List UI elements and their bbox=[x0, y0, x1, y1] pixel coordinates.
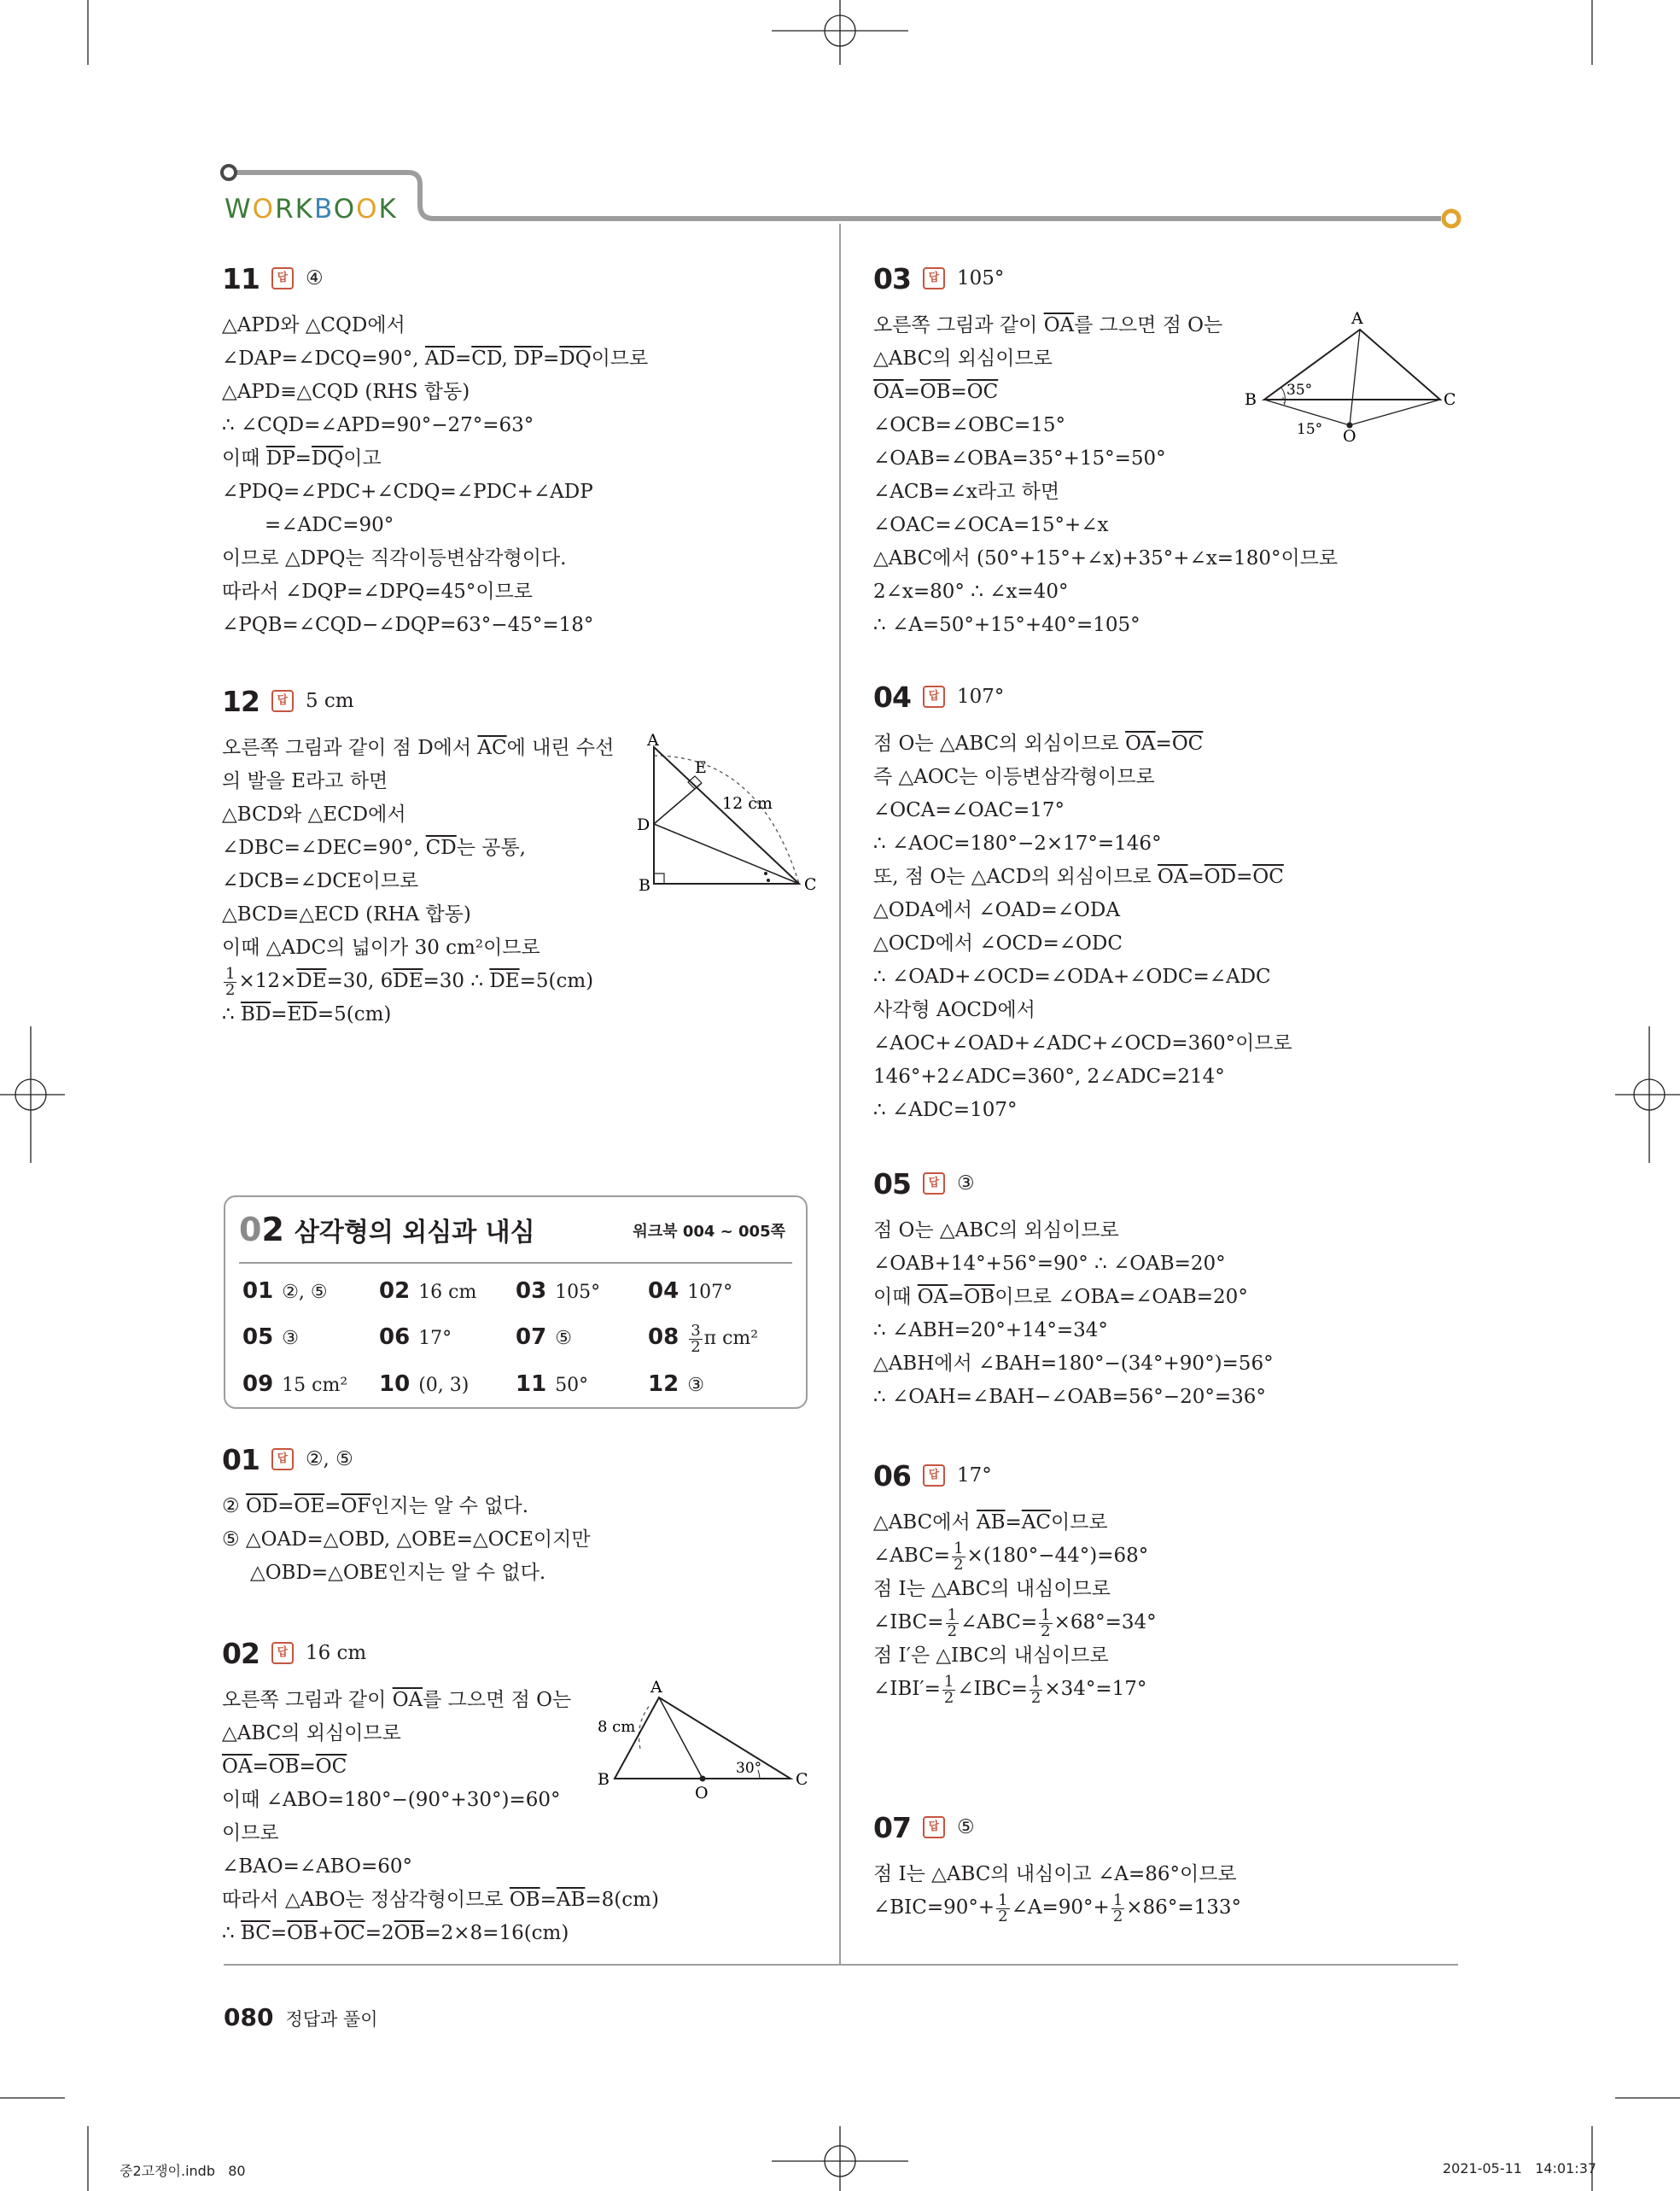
workbook-page-ref: 워크북 004 ~ 005쪽 bbox=[633, 1223, 785, 1241]
solution-line: 점 O는 △ABC의 외심이므로 bbox=[873, 1219, 1119, 1242]
solution-line: ∠PDQ=∠PDC+∠CDQ=∠PDC+∠ADP bbox=[222, 481, 593, 503]
overline-segment: $\overline{OA}$ bbox=[1043, 314, 1075, 336]
solution-body bbox=[222, 309, 820, 642]
overline-segment: $\overline{AC}$ bbox=[477, 737, 507, 759]
workbook-letter: R bbox=[275, 194, 295, 225]
overline-segment: $\overline{OE}$ bbox=[294, 1495, 325, 1517]
solution-line: ∠DCB=∠DCE이므로 bbox=[222, 870, 419, 892]
solution-line: $\overline{OA}=\overline{OB}=\overline{OC}$ bbox=[222, 1756, 347, 1778]
figure-label: E bbox=[695, 758, 707, 777]
solution-line: ∴ ∠AOC=180°−2×17°=146° bbox=[873, 833, 1162, 855]
question-number: 01 bbox=[222, 1442, 260, 1476]
question-number: 05 bbox=[873, 1166, 911, 1201]
figure-label: 12 cm bbox=[722, 794, 773, 813]
overline-segment: $\overline{CD}$ bbox=[471, 348, 502, 370]
figure-label: C bbox=[804, 875, 817, 894]
solution-line: 또, 점 O는 △ACD의 외심이므로 $\overline{OA}=\overline{OD}=\overline{OC}$ bbox=[873, 866, 1284, 888]
answer-badge-icon: 답 bbox=[923, 1464, 945, 1487]
solution-body bbox=[873, 727, 1471, 1127]
overline-segment: $\overline{DE}$ bbox=[296, 970, 327, 992]
solution-line: ∴ ∠CQD=∠APD=90°−27°=63° bbox=[222, 414, 534, 436]
unit-number: 02 bbox=[239, 1211, 284, 1248]
solution-line: 이므로 bbox=[222, 1822, 279, 1844]
solution-body bbox=[873, 1506, 1471, 1706]
solution-line: ∴ ∠ADC=107° bbox=[873, 1099, 1018, 1121]
solution-line: 점 I′은 △IBC의 내심이므로 bbox=[873, 1645, 1109, 1667]
figure-label: B bbox=[598, 1770, 610, 1789]
question-number: 11 bbox=[222, 261, 260, 295]
solution-line: ∠ACB=∠x라고 하면 bbox=[873, 481, 1060, 503]
overline-segment: $\overline{OB}$ bbox=[964, 1286, 995, 1308]
unit-title: 삼각형의 외심과 내심 bbox=[294, 1218, 535, 1247]
figure-label: O bbox=[1343, 427, 1356, 446]
overline-segment: $\overline{DE}$ bbox=[393, 970, 423, 992]
answer-badge-icon: 답 bbox=[923, 686, 945, 708]
figure-label: 35° bbox=[1286, 382, 1313, 399]
overline-segment: $\overline{OA}$ bbox=[1158, 866, 1188, 888]
summary-answer: 02 16 cm bbox=[379, 1278, 477, 1304]
overline-segment: $\overline{OB}$ bbox=[268, 1756, 300, 1778]
solution-line: ∠BIC=90°+ $\frac{1}{2}$ ∠A=90°+ $\frac{1}{2}$ ×86°=133° bbox=[873, 1890, 1241, 1925]
answer-value: ③ bbox=[956, 1172, 975, 1195]
summary-answer: 03 105° bbox=[516, 1278, 601, 1304]
overline-segment: $\overline{OB}$ bbox=[509, 1889, 540, 1911]
answer-value: ②, ⑤ bbox=[305, 1448, 353, 1470]
workbook-letter: K bbox=[378, 194, 398, 225]
question-number: 04 bbox=[873, 680, 911, 714]
overline-segment: $\overline{OA}$ bbox=[222, 1756, 253, 1778]
page-number: 080 bbox=[224, 2003, 274, 2031]
question-number: 06 bbox=[873, 1458, 911, 1493]
overline-segment: $\overline{BD}$ bbox=[240, 1003, 271, 1025]
solution-line: 오른쪽 그림과 같이 $\overline{OA}$를 그으면 점 O는 bbox=[873, 314, 1223, 336]
overline-segment: $\overline{DQ}$ bbox=[311, 447, 344, 470]
figure-label: A bbox=[1351, 309, 1363, 328]
footer-rule bbox=[224, 1964, 1458, 1966]
figure-label: C bbox=[796, 1770, 808, 1789]
solution-line: ∠PQB=∠CQD−∠DQP=63°−45°=18° bbox=[222, 614, 594, 636]
solution-line: ∠DAP=∠DCQ=90°, $\overline{AD}=\overline{CD}$, $\overline{DP}=\overline{DQ}$이므로 bbox=[222, 348, 649, 370]
solution-line: 이때 $\overline{OA}=\overline{OB}$이므로 ∠OBA=∠OAB=20° bbox=[873, 1286, 1248, 1308]
solution-06 bbox=[873, 1453, 1471, 1706]
solution-line: 이므로 △DPQ는 직각이등변삼각형이다. bbox=[222, 547, 567, 570]
solution-line: △ABC의 외심이므로 bbox=[873, 348, 1053, 370]
figure-label: B bbox=[639, 876, 650, 895]
solution-line: ∠ABC= $\frac{1}{2}$ ×(180°−44°)=68° bbox=[873, 1539, 1149, 1574]
fraction: $\frac{1}{2}$ bbox=[1041, 1605, 1051, 1640]
solution-line: ∠OCA=∠OAC=17° bbox=[873, 799, 1065, 821]
solution-line: ② $\overline{OD}=\overline{OE}=\overline{OF}$인지는 알 수 없다. bbox=[222, 1495, 529, 1517]
overline-segment: $\overline{ED}$ bbox=[287, 1003, 318, 1025]
overline-segment: $\overline{DE}$ bbox=[489, 970, 520, 992]
solution-line: 즉 △AOC는 이등변삼각형이므로 bbox=[873, 766, 1155, 788]
solution-line: △BCD≡△ECD (RHA 합동) bbox=[222, 903, 471, 926]
solution-line: 오른쪽 그림과 같이 점 D에서 $\overline{AC}$에 내린 수선 bbox=[222, 737, 615, 759]
overline-segment: $\overline{OA}$ bbox=[392, 1689, 423, 1711]
question-number: 03 bbox=[873, 261, 911, 295]
solution-line: △ABC에서 $\overline{AB}=\overline{AC}$이므로 bbox=[873, 1511, 1108, 1534]
overline-segment: $\overline{OC}$ bbox=[334, 1922, 365, 1944]
answer-value: ⑤ bbox=[956, 1816, 975, 1838]
answer-badge-icon: 답 bbox=[271, 1642, 294, 1664]
solution-line: ∠OAC=∠OCA=15°+∠x bbox=[873, 514, 1109, 536]
summary-answer: 09 15 cm² bbox=[242, 1370, 348, 1397]
overline-segment: $\overline{OD}$ bbox=[245, 1495, 278, 1517]
answer-value: 17° bbox=[956, 1464, 992, 1487]
answer-value: 5 cm bbox=[305, 690, 354, 712]
overline-segment: $\overline{OF}$ bbox=[341, 1495, 371, 1517]
column-divider bbox=[839, 224, 841, 1964]
fraction: $\frac{1}{2}$ bbox=[1030, 1672, 1041, 1707]
figure-label: A bbox=[650, 1678, 662, 1697]
solution-05 bbox=[873, 1161, 1471, 1414]
summary-answer: 12 ③ bbox=[648, 1370, 704, 1397]
fraction: $\frac{1}{2}$ bbox=[954, 1539, 964, 1574]
solution-line: 따라서 △ABO는 정삼각형이므로 $\overline{OB}=\overline{AB}=8(cm)$ bbox=[222, 1889, 659, 1911]
summary-answer: 05 ③ bbox=[242, 1324, 299, 1350]
overline-segment: $\overline{OA}$ bbox=[873, 381, 904, 403]
answer-badge-icon: 답 bbox=[923, 267, 945, 289]
solution-line: ∠AOC+∠OAD+∠ADC+∠OCD=360°이므로 bbox=[873, 1032, 1292, 1055]
fraction: $\frac{3}{2}$ bbox=[691, 1321, 701, 1356]
solution-line: 오른쪽 그림과 같이 $\overline{OA}$를 그으면 점 O는 bbox=[222, 1689, 572, 1711]
solution-line: =∠ADC=90° bbox=[265, 514, 394, 536]
summary-answer: 11 50° bbox=[516, 1370, 589, 1397]
figure-label: O bbox=[695, 1784, 709, 1802]
page-title: 정답과 풀이 bbox=[285, 2009, 378, 2030]
overline-segment: $\overline{OC}$ bbox=[1171, 733, 1204, 755]
workbook-letter: O bbox=[333, 194, 357, 225]
answer-badge-icon: 답 bbox=[271, 690, 294, 712]
solution-line: ∴ ∠OAD+∠OCD=∠ODA+∠ODC=∠ADC bbox=[873, 966, 1271, 988]
overline-segment: $\overline{AB}$ bbox=[556, 1889, 586, 1911]
solution-01 bbox=[222, 1437, 820, 1590]
workbook-letter: O bbox=[252, 194, 276, 225]
solution-line: ∠IBC= $\frac{1}{2}$ ∠ABC= $\frac{1}{2}$ ×68°=34° bbox=[873, 1605, 1157, 1640]
solution-line: △ABC의 외심이므로 bbox=[222, 1722, 401, 1744]
solution-line: ∴ $\overline{BC}=\overline{OB}+\overline{OC}=2\overline{OB}=2\times 8=16(cm)$ bbox=[222, 1922, 569, 1944]
overline-segment: $\overline{DQ}$ bbox=[559, 348, 592, 370]
answer-summary-box bbox=[224, 1195, 808, 1409]
figure-q12 bbox=[623, 730, 817, 901]
answer-badge-icon: 답 bbox=[923, 1816, 945, 1838]
solution-line: 따라서 ∠DQP=∠DPQ=45°이므로 bbox=[222, 581, 534, 603]
overline-segment: $\overline{OB}$ bbox=[287, 1922, 318, 1944]
fraction: $\frac{1}{2}$ bbox=[943, 1672, 954, 1707]
page-footer bbox=[224, 2003, 378, 2031]
overline-segment: $\overline{AB}$ bbox=[976, 1511, 1006, 1534]
figure-label: 8 cm bbox=[598, 1718, 636, 1736]
overline-segment: $\overline{OB}$ bbox=[394, 1922, 425, 1944]
solution-line: 이때 ∠ABO=180°−(90°+30°)=60° bbox=[222, 1789, 561, 1811]
solution-line: ∠OAB+14°+56°=90° ∴ ∠OAB=20° bbox=[873, 1253, 1226, 1275]
workbook-letter: K bbox=[295, 194, 314, 225]
solution-line: ∠OCB=∠OBC=15° bbox=[873, 414, 1065, 436]
solution-line: ∠BAO=∠ABO=60° bbox=[222, 1855, 413, 1878]
overline-segment: $\overline{DP}$ bbox=[265, 447, 295, 470]
fraction: $\frac{1}{2}$ bbox=[998, 1890, 1008, 1925]
workbook-letter: B bbox=[313, 194, 334, 225]
overline-segment: $\overline{AD}$ bbox=[424, 348, 455, 370]
figure-q03 bbox=[1242, 309, 1464, 446]
summary-answer: 07 ⑤ bbox=[516, 1324, 572, 1350]
overline-segment: $\overline{DP}$ bbox=[514, 348, 544, 370]
question-number: 07 bbox=[873, 1810, 911, 1844]
solution-line: 점 I는 △ABC의 내심이므로 bbox=[873, 1578, 1111, 1600]
figure-label: B bbox=[1245, 390, 1257, 409]
figure-q02 bbox=[589, 1680, 820, 1800]
solution-07 bbox=[873, 1805, 1471, 1925]
solution-line: ∠OAB=∠OBA=35°+15°=50° bbox=[873, 447, 1166, 470]
overline-segment: $\overline{OC}$ bbox=[1252, 866, 1284, 888]
solution-line: 사각형 AOCD에서 bbox=[873, 999, 1035, 1021]
print-timestamp: 2021-05-11 14:01:37 bbox=[1443, 2160, 1597, 2176]
solution-11 bbox=[222, 256, 820, 642]
solution-line: △BCD와 △ECD에서 bbox=[222, 803, 406, 826]
solution-line: 146°+2∠ADC=360°, 2∠ADC=214° bbox=[873, 1066, 1225, 1088]
solution-line: △ABH에서 ∠BAH=180°−(34°+90°)=56° bbox=[873, 1353, 1274, 1375]
overline-segment: $\overline{OA}$ bbox=[1125, 733, 1156, 755]
solution-line: 점 O는 △ABC의 외심이므로 $\overline{OA}=\overline{OC}$ bbox=[873, 733, 1204, 755]
figure-label: 15° bbox=[1297, 421, 1323, 438]
summary-answer-grid bbox=[242, 1276, 789, 1401]
answer-badge-icon: 답 bbox=[923, 1172, 945, 1195]
solution-line: ∴ $\overline{BD}=\overline{ED}=5(cm)$ bbox=[222, 1003, 392, 1025]
summary-divider bbox=[239, 1262, 792, 1264]
question-number: 12 bbox=[222, 684, 260, 718]
solution-line: △OBD=△OBE인지는 알 수 없다. bbox=[250, 1562, 546, 1584]
solution-line: △APD와 △CQD에서 bbox=[222, 314, 405, 336]
figure-label: D bbox=[637, 815, 650, 834]
fraction: $\frac{1}{2}$ bbox=[947, 1605, 958, 1640]
solution-line: 이때 △ADC의 넓이가 30 cm²이므로 bbox=[222, 937, 540, 959]
figure-label: A bbox=[647, 731, 659, 750]
solution-body bbox=[873, 1858, 1471, 1925]
fraction: $\frac{1}{2}$ bbox=[1112, 1890, 1123, 1925]
solution-line: ∠IBI′= $\frac{1}{2}$ ∠IBC= $\frac{1}{2}$ ×34°=17° bbox=[873, 1672, 1147, 1707]
summary-answer: 04 107° bbox=[648, 1278, 733, 1304]
figure-label: 30° bbox=[736, 1760, 762, 1777]
answer-value: 16 cm bbox=[305, 1642, 367, 1664]
solution-line: ∴ ∠OAH=∠BAH−∠OAB=56°−20°=36° bbox=[873, 1386, 1266, 1408]
overline-segment: $\overline{CD}$ bbox=[425, 837, 457, 859]
summary-answer: 08 $\frac{3}{2}$ π cm² bbox=[648, 1321, 759, 1356]
figure-label: C bbox=[1444, 390, 1456, 409]
solution-line: 이때 $\overline{DP}=\overline{DQ}$이고 bbox=[222, 447, 382, 470]
solution-line: △ABC에서 (50°+15°+∠x)+35°+∠x=180°이므로 bbox=[873, 547, 1339, 570]
overline-segment: $\overline{OD}$ bbox=[1204, 866, 1237, 888]
answer-badge-icon: 답 bbox=[271, 1448, 294, 1470]
solution-line: $\frac{1}{2}$ $\times 12\times\overline{DE}=30$, $6\overline{DE}=30$ ∴ $\overline{DE}=5(cm)$ bbox=[225, 964, 594, 999]
answer-badge-icon: 답 bbox=[271, 267, 294, 289]
answer-value: 107° bbox=[956, 686, 1005, 708]
overline-segment: $\overline{OC}$ bbox=[315, 1756, 347, 1778]
overline-segment: $\overline{AC}$ bbox=[1021, 1511, 1051, 1534]
solution-line: ∴ ∠ABH=20°+14°=34° bbox=[873, 1319, 1108, 1341]
solution-body bbox=[222, 1490, 820, 1590]
question-number: 02 bbox=[222, 1636, 260, 1670]
solution-line: $\overline{OA}=\overline{OB}=\overline{OC}$ bbox=[873, 381, 999, 403]
solution-line: ∴ ∠A=50°+15°+40°=105° bbox=[873, 614, 1140, 636]
overline-segment: $\overline{OB}$ bbox=[919, 381, 951, 403]
solution-04 bbox=[873, 675, 1471, 1127]
workbook-logo bbox=[225, 194, 398, 225]
workbook-letter: O bbox=[356, 194, 379, 225]
fraction: $\frac{1}{2}$ bbox=[225, 964, 236, 999]
solution-line: △APD≡△CQD (RHS 합동) bbox=[222, 381, 470, 403]
solution-line: △OCD에서 ∠OCD=∠ODC bbox=[873, 932, 1123, 955]
solution-line: 점 I는 △ABC의 내심이고 ∠A=86°이므로 bbox=[873, 1863, 1237, 1885]
solution-line: ∠DBC=∠DEC=90°, $\overline{CD}$는 공통, bbox=[222, 837, 526, 859]
solution-line: ⑤ △OAD=△OBD, △OBE=△OCE이지만 bbox=[222, 1528, 591, 1551]
overline-segment: $\overline{OC}$ bbox=[966, 381, 999, 403]
file-name: 중2고쟁이.indb 80 bbox=[120, 2163, 246, 2179]
solution-line: △ODA에서 ∠OAD=∠ODA bbox=[873, 899, 1120, 921]
answer-value: ④ bbox=[305, 267, 324, 289]
solution-line: 의 발을 E라고 하면 bbox=[222, 770, 388, 792]
overline-segment: $\overline{OA}$ bbox=[917, 1286, 948, 1308]
solution-line: 2∠x=80° ∴ ∠x=40° bbox=[873, 581, 1069, 603]
answer-value: 105° bbox=[956, 267, 1005, 289]
workbook-letter: W bbox=[225, 194, 253, 225]
summary-answer: 06 17° bbox=[379, 1324, 452, 1350]
summary-answer: 10 (0, 3) bbox=[379, 1370, 470, 1397]
solution-body bbox=[873, 1214, 1471, 1414]
overline-segment: $\overline{BC}$ bbox=[240, 1922, 271, 1944]
summary-answer: 01 ②, ⑤ bbox=[242, 1278, 328, 1304]
